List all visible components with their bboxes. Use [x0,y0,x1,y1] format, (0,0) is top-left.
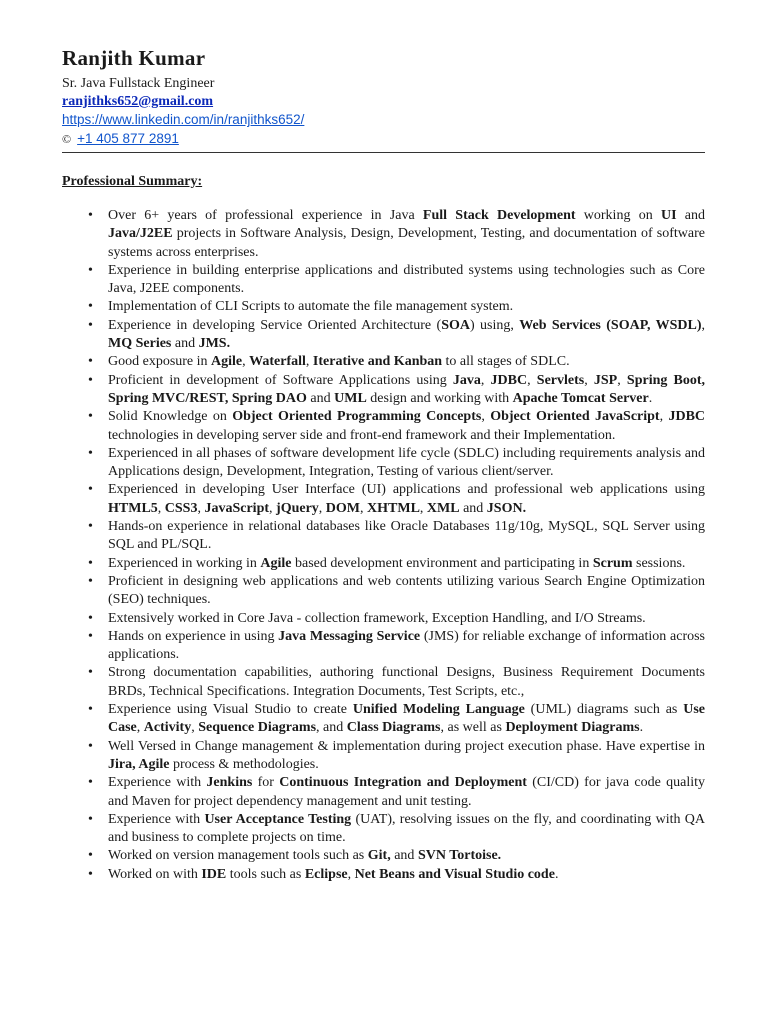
bullet-icon: • [88,866,93,882]
text-run: technologies in developing server side and front-end framework and their Implementation. [108,427,616,443]
bold-text: JSON. [486,500,527,516]
text-run: Experience in building enterprise applications and distributed systems using technologies such as Core Java, J2EE components. [108,262,705,297]
bold-text: XML [426,500,460,516]
bullet-icon: • [88,482,93,498]
list-item [62,298,705,316]
summary-list [62,207,705,884]
bold-text: CSS3 [164,500,198,516]
bullet-icon: • [88,610,93,626]
bold-text: Java/J2EE [108,226,173,242]
text-run: Worked on with [108,866,202,882]
text-run: (JMS) for reliable exchange of information across applications. [108,628,705,663]
text-run: , [305,354,313,370]
text-run: projects in Software Analysis, Design, Development, Testing, and documentation of software systems across enterprises. [108,226,705,260]
bold-text: UML [334,390,367,406]
bullet-icon: • [88,519,93,535]
bullet-icon: • [88,555,93,571]
text-run: , [480,372,491,388]
bold-text: Net Beans and Visual Studio code [354,866,555,882]
text-run: Well Versed in Change management & implementation during project execution phase. Have expertise in [108,738,705,754]
list-item [62,317,705,354]
bold-text: Web Services (SOAP, WSDL) [519,317,702,333]
bold-text: IDE [201,866,227,882]
bullet-icon: • [88,811,93,827]
text-run: , [584,372,594,388]
text-run: based development environment and participating in [291,555,593,571]
text-run: , [136,720,144,736]
email-link[interactable]: ranjithks652@gmail.com [62,94,214,109]
bullet-icon: • [88,628,93,644]
bullet-icon: • [88,573,93,589]
text-run: , as well as [440,720,506,736]
bold-text: SVN Tortoise. [417,848,502,864]
text-run: Experienced in developing User Interface (UI) applications and professional web applications using [108,482,705,498]
text-run: Proficient in development of Software Applications using [108,372,453,388]
bold-text: Spring Boot, Spring MVC/REST, Spring DAO [108,372,706,406]
list-item [62,866,705,884]
bullet-icon: • [88,299,93,315]
text-run: for [252,775,280,791]
text-run: Experience with [108,811,205,827]
text-run: Experienced in working in [108,555,261,571]
text-run: sessions. [632,555,686,571]
text-run: , [659,409,669,425]
bold-text: Agile [211,354,243,370]
text-run: to all stages of SDLC. [442,354,570,370]
text-run: Hands on experience in using [108,628,279,644]
bold-text: Use Case [108,702,706,736]
bold-text: JSP [593,372,618,388]
bold-text: Eclipse [304,866,348,882]
bullet-icon: • [88,848,93,864]
bold-text: Git, [367,848,391,864]
list-item [62,811,705,848]
bold-text: jQuery [276,500,319,516]
list-item [62,664,705,701]
bullet-icon: • [88,409,93,425]
list-item [62,207,705,262]
text-run: Experience with [108,775,207,791]
list-item [62,445,705,482]
text-run: Extensively worked in Core Java - collection framework, Exception Handling, and I/O Streams. [108,610,646,626]
bold-text: UI [660,208,677,223]
bold-text: Java [452,372,481,388]
bold-text: Servlets [536,372,585,388]
bold-text: Class Diagrams [346,720,441,736]
text-run: working on [575,208,661,223]
bold-text: XHTML [367,500,420,516]
text-run: Proficient in designing web applications and web contents utilizing various Search Engine Optimization (SEO) techniques. [108,573,705,608]
text-run: Experience using Visual Studio to create [108,702,353,718]
bold-text: Sequence Diagrams [198,720,317,736]
bullet-icon: • [88,775,93,791]
bullet-icon: • [88,262,93,278]
text-run: , [318,500,326,516]
text-run: and [390,848,418,864]
bold-text: Object Oriented Programming Concepts [232,409,482,425]
bold-text: Object Oriented JavaScript [490,409,660,425]
text-run: and [306,390,335,406]
text-run: (UML) diagrams such as [524,702,684,718]
text-run: process & methodologies. [169,756,319,772]
bold-text: Unified Modeling Language [352,702,525,718]
bold-text: JDBC [490,372,528,388]
text-run: . [648,390,653,406]
text-run: Good exposure in [108,354,212,370]
text-run: Hands-on experience in relational databases like Oracle Databases 11g/10g, MySQL, SQL Server using SQL and PL/SQL. [108,519,705,553]
bold-text: Deployment Diagrams [505,720,640,736]
text-run: , [242,354,250,370]
text-run: and [459,500,487,516]
bullet-icon: • [88,445,93,461]
text-run: (CI/CD) for java code quality and Maven for project dependency management and unit testing. [108,775,705,809]
bullet-icon: • [88,665,93,681]
phone-link[interactable]: +1 405 877 2891 [77,131,179,146]
bold-text: DOM [325,500,361,516]
list-item [62,353,705,371]
linkedin-link[interactable]: https://www.linkedin.com/in/ranjithks652/ [62,112,305,127]
bold-text: JavaScript [204,500,270,516]
text-run: and [676,208,705,223]
text-run: , [701,317,705,333]
list-item [62,372,705,409]
list-item [62,573,705,610]
text-run: Over 6+ years of professional experience in Java [108,208,423,223]
list-item [62,701,705,738]
header-divider [62,152,705,153]
bold-text: Jira, Agile [108,756,170,772]
bold-text: JDBC [668,409,706,425]
bold-text: Activity [143,720,192,736]
bullet-icon: • [88,354,93,370]
section-heading-professional-summary: Professional Summary: [62,174,203,189]
text-run: Solid Knowledge on [108,409,233,425]
list-item [62,847,705,865]
bold-text: Scrum [592,555,633,571]
list-item [62,481,705,518]
text-run: Implementation of CLI Scripts to automate the file management system. [108,299,514,315]
bullet-icon: • [88,208,93,223]
bold-text: MQ Series [108,336,172,352]
bold-text: Waterfall [249,354,306,370]
bold-text: Agile [260,555,292,571]
text-run: , [360,500,368,516]
bold-text: HTML5 [108,500,158,516]
list-item [62,628,705,665]
text-run: , [157,500,165,516]
bold-text: Java Messaging Service [278,628,421,644]
list-item [62,262,705,299]
text-run: , [527,372,537,388]
text-run: , [419,500,427,516]
candidate-name: Ranjith Kumar [62,46,206,70]
bold-text: Apache Tomcat Server [512,390,649,406]
bold-text: Continuous Integration and Deployment [279,775,527,791]
text-run: . [554,866,559,882]
text-run: Strong documentation capabilities, authoring functional Designs, Business Requirement Documents BRDs, Technical Specifications. Integration Documents, Test Scripts, etc., [108,665,705,699]
text-run: and [171,336,199,352]
bold-text: Iterative and Kanban [312,354,443,370]
text-run: design and working with [366,390,513,406]
bold-text: JMS. [198,336,231,352]
list-item [62,555,705,573]
text-run: , [191,720,199,736]
phone-icon: © [62,132,72,146]
bullet-icon: • [88,738,93,754]
text-run: , [481,409,491,425]
text-run: Worked on version management tools such as [108,848,368,864]
text-run: , [197,500,205,516]
list-item [62,518,705,555]
text-run: (UAT), resolving issues on the fly, and coordinating with QA and business to complete projects on time. [108,811,705,846]
text-run: Experience in developing Service Oriented Architecture ( [108,317,442,333]
text-run: , [617,372,627,388]
bold-text: User Acceptance Testing [204,811,352,827]
list-item [62,738,705,775]
text-run: , [269,500,277,516]
list-item [62,774,705,811]
bold-text: SOA [441,317,470,333]
text-run: , [347,866,355,882]
bold-text: Jenkins [206,775,253,791]
job-title: Sr. Java Fullstack Engineer [62,76,215,91]
list-item [62,408,705,445]
text-run: Experienced in all phases of software development life cycle (SDLC) including requirements analysis and Applications design, Development, Integration, Testing of various client/server. [108,445,705,480]
bullet-icon: • [88,317,93,333]
text-run: , and [316,720,347,736]
text-run: . [639,720,644,736]
bullet-icon: • [88,702,93,718]
list-item [62,610,705,628]
bold-text: Full Stack Development [422,208,576,223]
text-run: ) using, [469,317,520,333]
bullet-icon: • [88,372,93,388]
text-run: tools such as [226,866,305,882]
